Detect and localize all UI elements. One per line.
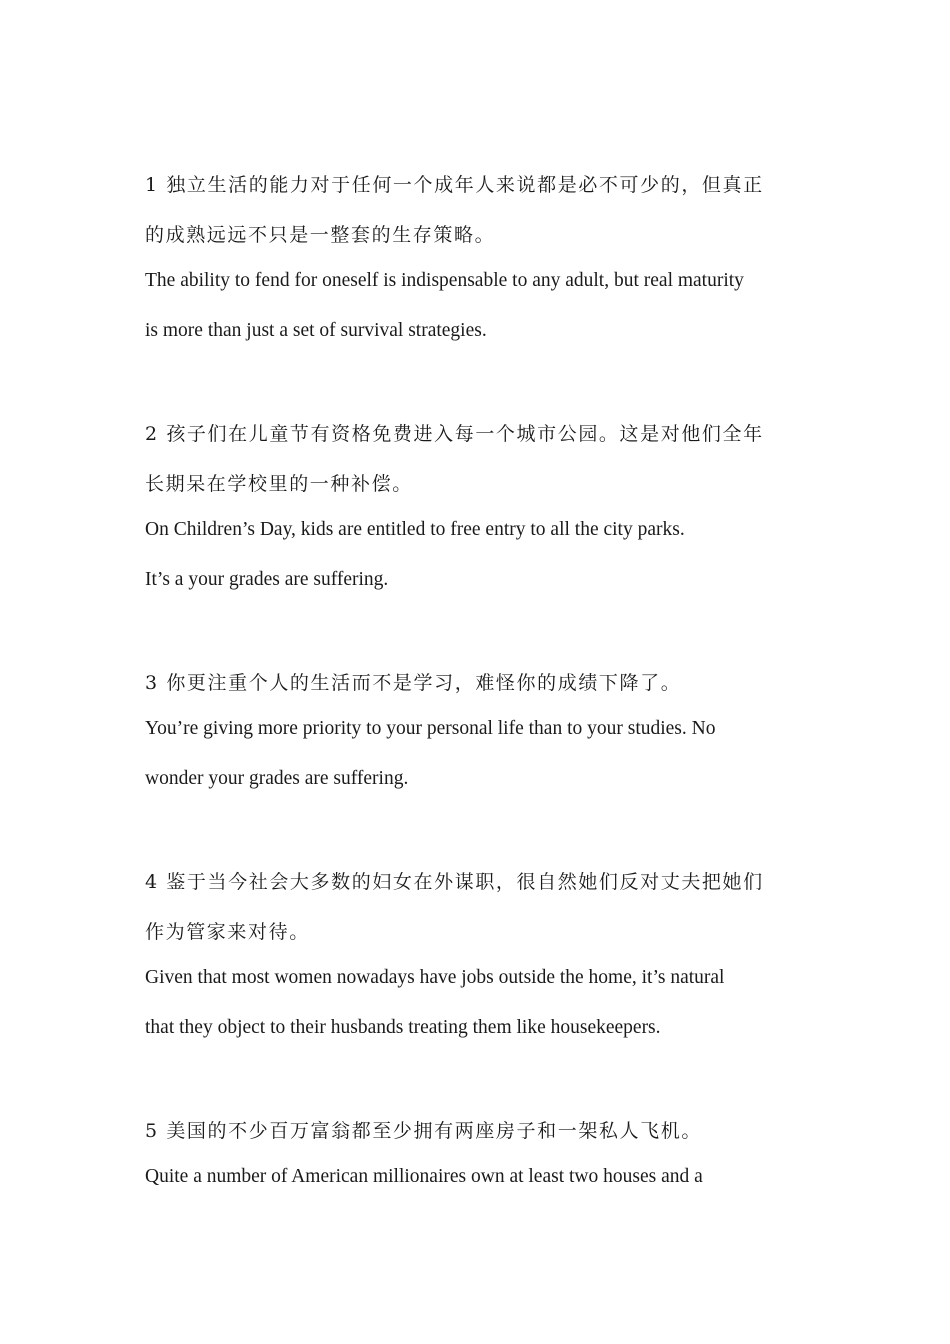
entry-1-english-line-1: The ability to fend for oneself is indispensable to any adult, but real maturity [145,270,744,291]
entry-2-chinese-line-1: 2 孩子们在儿童节有资格免费进入每一个城市公园。这是对他们全年 [145,423,764,445]
entry-3-chinese-line-1: 3 你更注重个人的生活而不是学习，难怪你的成绩下降了。 [145,672,682,694]
entry-2-english-line-2: It’s a your grades are suffering. [145,569,389,590]
entry-5-english-line-1: Quite a number of American millionaires own at least two houses and a [145,1166,703,1187]
entry-1-english-line-2: is more than just a set of survival strategies. [145,320,487,341]
entry-4-english-line-2: that they object to their husbands treating them like housekeepers. [145,1017,661,1038]
entry-5-chinese-line-1: 5 美国的不少百万富翁都至少拥有两座房子和一架私人飞机。 [145,1120,702,1142]
entry-2-english-line-1: On Children’s Day, kids are entitled to free entry to all the city parks. [145,519,685,540]
entry-3-english-line-1: You’re giving more priority to your personal life than to your studies. No [145,718,716,739]
entry-4-chinese-line-2: 作为管家来对待。 [145,921,310,943]
entry-4-english-line-1: Given that most women nowadays have jobs outside the home, it’s natural [145,967,725,988]
entry-1-chinese-line-1: 1 独立生活的能力对于任何一个成年人来说都是必不可少的，但真正 [145,174,764,196]
entry-1-chinese-line-2: 的成熟远远不只是一整套的生存策略。 [145,224,496,246]
entry-2-chinese-line-2: 长期呆在学校里的一种补偿。 [145,473,413,495]
entry-3-english-line-2: wonder your grades are suffering. [145,768,409,789]
entry-4-chinese-line-1: 4 鉴于当今社会大多数的妇女在外谋职，很自然她们反对丈夫把她们 [145,871,764,893]
